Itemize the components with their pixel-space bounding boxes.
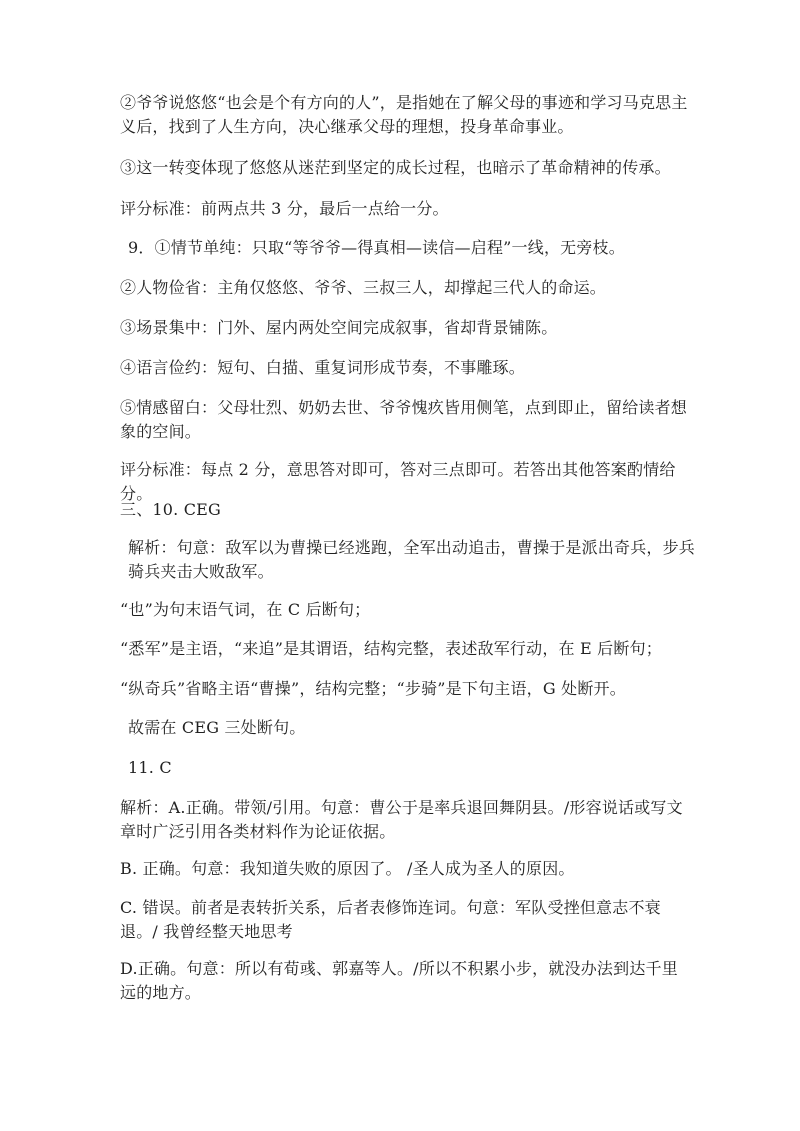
paragraph-answer11-option-a: 解析：A.正确。带领/引用。句意：曹公于是率兵退回舞阴县。/形容说话或写文章时广泛引用各类材料作为论证依据。: [120, 798, 683, 841]
paragraph-answer9-point4: ④语言俭约：短句、白描、重复词形成节奏，不事雕琢。: [120, 358, 526, 377]
paragraph-answer10-point-c: “也”为句末语气词，在 C 后断句；: [120, 600, 371, 619]
paragraph-answer9-point2: ②人物俭省：主角仅悠悠、爷爷、三叔三人，却撑起三代人的命运。: [120, 278, 607, 297]
paragraph-answer11-option-b: B. 正确。句意：我知道失败的原因了。 /圣人成为圣人的原因。: [120, 859, 575, 878]
paragraph-answer8-scoring: 评分标准：前两点共 3 分，最后一点给一分。: [120, 199, 449, 218]
paragraph-answer10-point-g: “纵奇兵”省略主语“曹操”，结构完整；“步骑”是下句主语，G 处断开。: [120, 679, 626, 698]
heading-answer11: 11. C: [128, 758, 172, 777]
paragraph-answer11-option-d: D.正确。句意：所以有荀彧、郭嘉等人。/所以不积累小步，就没办法到达千里远的地方。: [120, 959, 678, 1002]
paragraph-answer9-point1: 9．①情节单纯：只取“等爷爷—得真相—读信—启程”一线，无旁枝。: [128, 238, 625, 257]
paragraph-answer9-scoring: 评分标准：每点 2 分，意思答对即可，答对三点即可。若答出其他答案酌情给分。: [120, 460, 676, 503]
section-heading-answer10: 三、10. CEG: [120, 500, 222, 519]
paragraph-answer8-point3: ③这一转变体现了悠悠从迷茫到坚定的成长过程，也暗示了革命精神的传承。: [120, 158, 671, 177]
paragraph-answer8-point2: ②爷爷说悠悠“也会是个有方向的人”，是指她在了解父母的事迹和学习马克思主义后，找到了人生方向，决心继承父母的理想，投身革命事业。: [120, 93, 688, 136]
paragraph-answer9-point5: ⑤情感留白：父母壮烈、奶奶去世、爷爷愧疚皆用侧笔，点到即止，留给读者想象的空间。: [120, 398, 688, 441]
paragraph-answer9-point3: ③场景集中：门外、屋内两处空间完成叙事，省却背景铺陈。: [120, 318, 558, 337]
paragraph-answer11-option-c: C. 错误。前者是表转折关系，后者表修饰连词。句意：军队受挫但意志不衰退。/ 我曾经整天地思考: [120, 898, 661, 941]
paragraph-answer10-point-e: “悉军”是主语，“来追”是其谓语，结构完整，表述敌军行动，在 E 后断句；: [120, 639, 662, 658]
paragraph-answer10-analysis: 解析：句意：敌军以为曹操已经逃跑，全军出动追击，曹操于是派出奇兵，步兵骑兵夹击大败敌军。: [128, 538, 696, 581]
paragraph-answer10-conclusion: 故需在 CEG 三处断句。: [128, 718, 306, 737]
